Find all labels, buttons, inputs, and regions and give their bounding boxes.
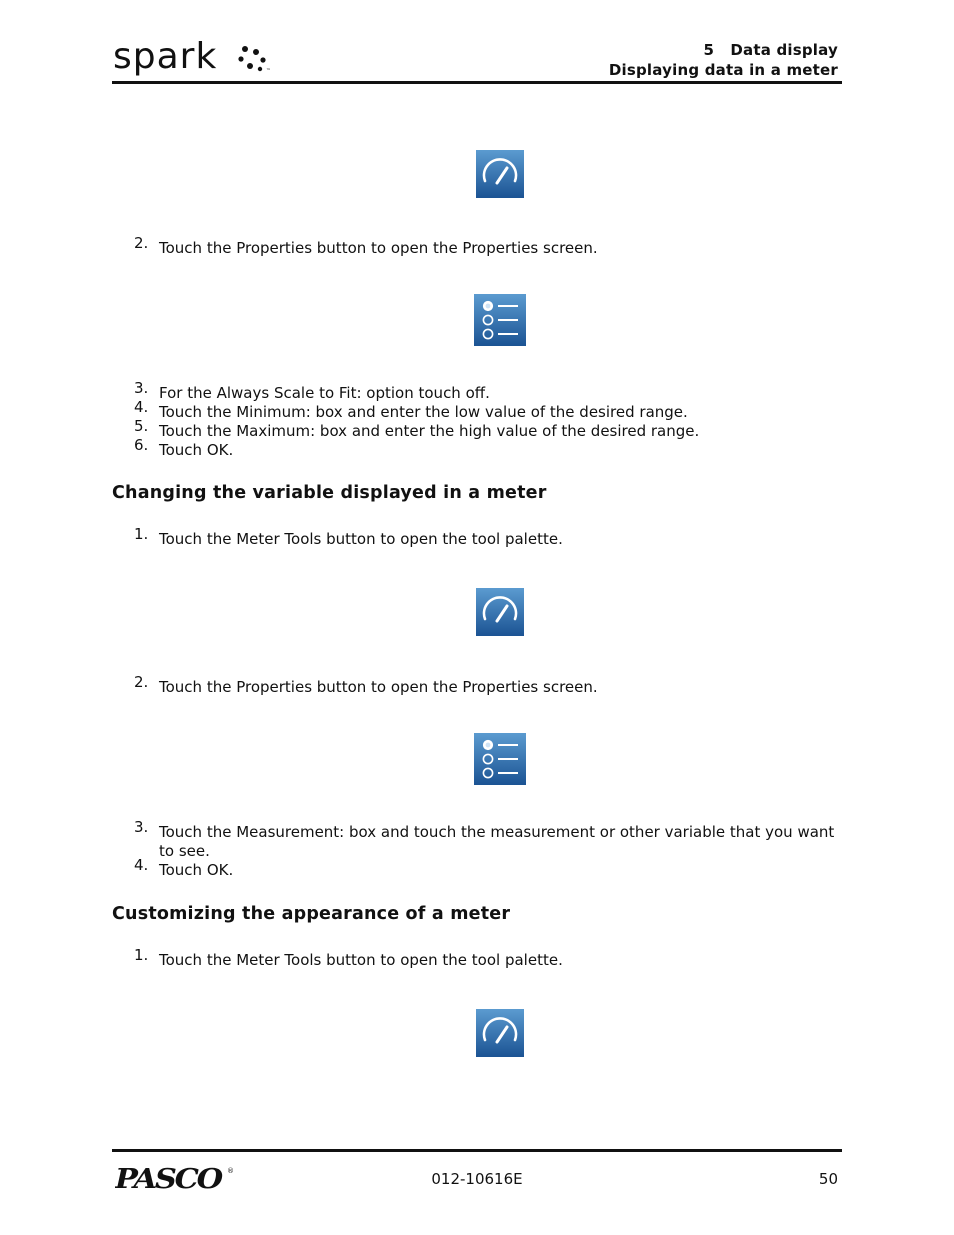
step-number: 3. (134, 818, 149, 836)
list-item (112, 398, 842, 422)
step-number: 5. (134, 417, 149, 435)
list-item (112, 436, 842, 460)
step-number: 6. (134, 436, 149, 454)
list-item (112, 818, 842, 861)
list-item (112, 417, 842, 441)
step-text: Touch OK. (159, 441, 234, 459)
step-number: 3. (134, 379, 149, 397)
svg-text:™: ™ (266, 68, 271, 74)
list-item (112, 673, 842, 697)
meter-tools-icon (476, 150, 524, 198)
step-number: 4. (134, 398, 149, 416)
footer-rule (112, 1149, 842, 1152)
section-label: Displaying data in a meter (608, 61, 838, 79)
step-text: Touch OK. (159, 861, 234, 879)
step-number: 1. (134, 946, 149, 964)
meter-tools-icon (476, 588, 524, 636)
list-item (112, 234, 842, 258)
step-number: 2. (134, 234, 149, 252)
step-text: Touch the Measurement: box and touch the measurement or other variable that you want to see. (159, 823, 835, 860)
step-text: Touch the Minimum: box and enter the low value of the desired range. (159, 403, 688, 421)
chapter-label: 5 Data display (703, 41, 838, 59)
step-number: 2. (134, 673, 149, 691)
svg-text:PASCO: PASCO (115, 1164, 224, 1192)
step-text: For the Always Scale to Fit: option touch off. (159, 384, 490, 402)
step-number: 4. (134, 856, 149, 874)
list-item (112, 379, 842, 403)
spark-logo (113, 38, 278, 82)
document-number: 012-10616E (431, 1170, 523, 1188)
properties-icon (474, 294, 526, 346)
header-rule (112, 81, 842, 84)
list-item (112, 856, 842, 880)
page-number: 50 (818, 1170, 838, 1188)
list-item (112, 525, 842, 549)
step-text: Touch the Properties button to open the Properties screen. (159, 239, 598, 257)
properties-icon (474, 733, 526, 785)
step-text: Touch the Meter Tools button to open the tool palette. (159, 530, 563, 548)
step-text: Touch the Properties button to open the Properties screen. (159, 678, 598, 696)
svg-text:spark: spark (113, 38, 218, 77)
svg-text:®: ® (227, 1167, 234, 1175)
section-heading: Changing the variable displayed in a meter (112, 483, 547, 503)
meter-tools-icon (476, 1009, 524, 1057)
step-text: Touch the Maximum: box and enter the high value of the desired range. (159, 422, 700, 440)
section-heading: Customizing the appearance of a meter (112, 904, 511, 924)
list-item (112, 946, 842, 970)
step-number: 1. (134, 525, 149, 543)
step-text: Touch the Meter Tools button to open the tool palette. (159, 951, 563, 969)
running-header (609, 40, 838, 80)
